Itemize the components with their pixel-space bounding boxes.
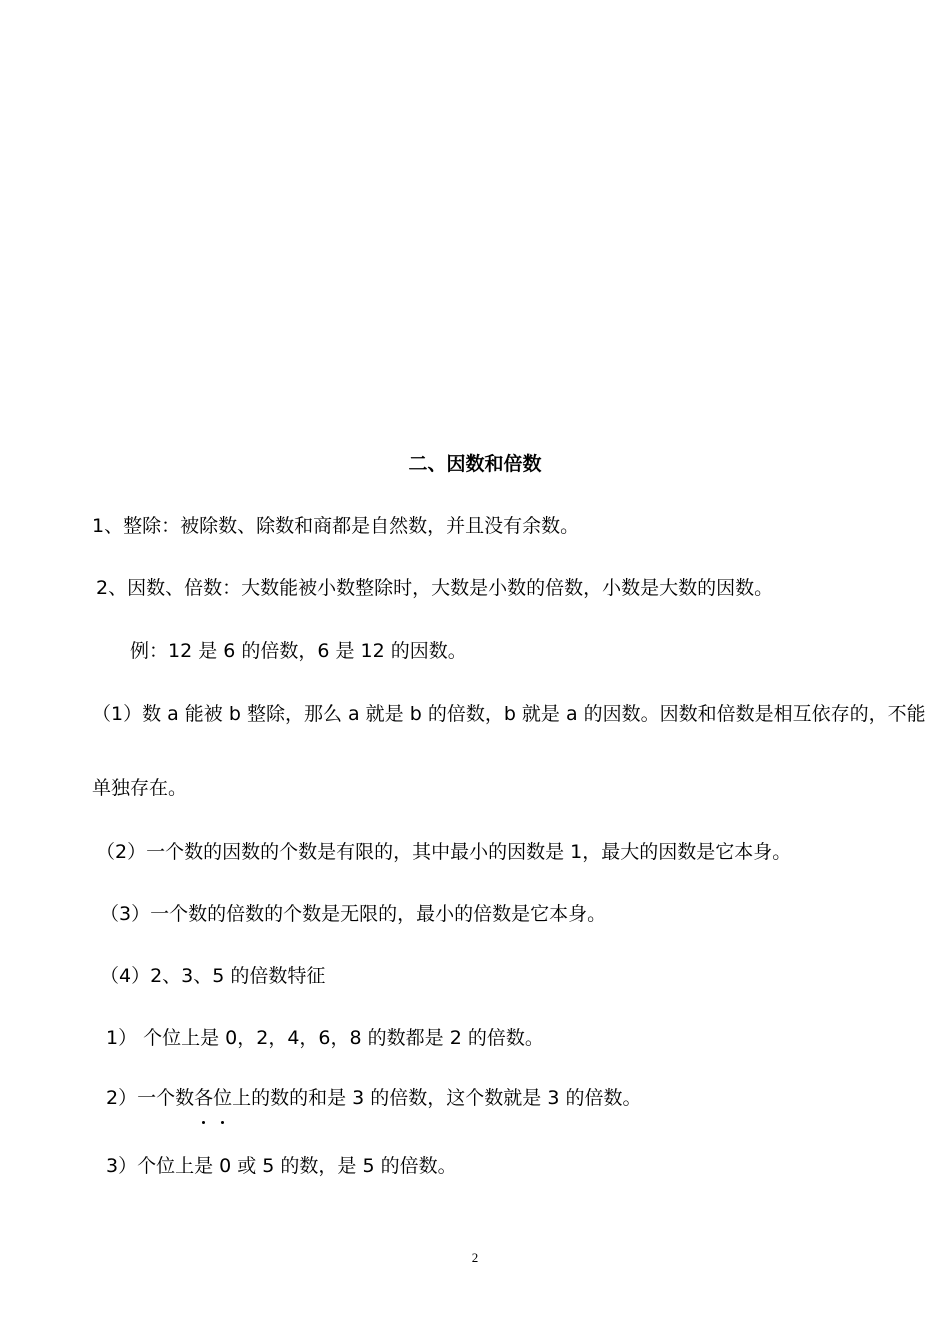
rule-2-suffix: 上的数的和是 3 的倍数，这个数就是 3 的倍数。 [232,1087,642,1109]
note-3: （3）一个数的倍数的个数是无限的，最小的倍数是它本身。 [100,903,607,925]
note-2: （2）一个数的因数的个数是有限的，其中最小的因数是 1，最大的因数是它本身。 [96,841,792,863]
emphasis-char-2-text: 位 [213,1087,233,1109]
rule-3-multiple-of-5: 3）个位上是 0 或 5 的数，是 5 的倍数。 [106,1155,457,1177]
rule-1-multiple-of-2: 1） 个位上是 0，2，4，6，8 的数都是 2 的倍数。 [106,1027,544,1049]
section-title: 二、因数和倍数 [408,453,542,475]
note-1-line-2: 单独存在。 [92,777,188,799]
emphasis-char-1-text: 各 [194,1087,214,1109]
emphasis-char-1 [194,1086,213,1110]
emphasis-char-2 [213,1086,232,1110]
item-1-divisibility: 1、整除：被除数、除数和商都是自然数，并且没有余数。 [92,515,580,537]
item-2-factors-multiples: 2、因数、倍数：大数能被小数整除时，大数是小数的倍数，小数是大数的因数。 [96,577,774,599]
rule-2-prefix: 2）一个数 [106,1087,195,1109]
rule-2-multiple-of-3 [106,1086,641,1110]
note-1-line-1: （1）数 a 能被 b 整除，那么 a 就是 b 的倍数，b 就是 a 的因数。因数和倍数是相互依存的，不能 [92,703,926,725]
page-number: 2 [471,1250,479,1265]
note-4-heading: （4）2、3、5 的倍数特征 [100,965,326,987]
emphasis-dot-2 [221,1121,224,1124]
emphasis-dot-1 [202,1121,205,1124]
example-line: 例：12 是 6 的倍数，6 是 12 的因数。 [130,640,467,662]
